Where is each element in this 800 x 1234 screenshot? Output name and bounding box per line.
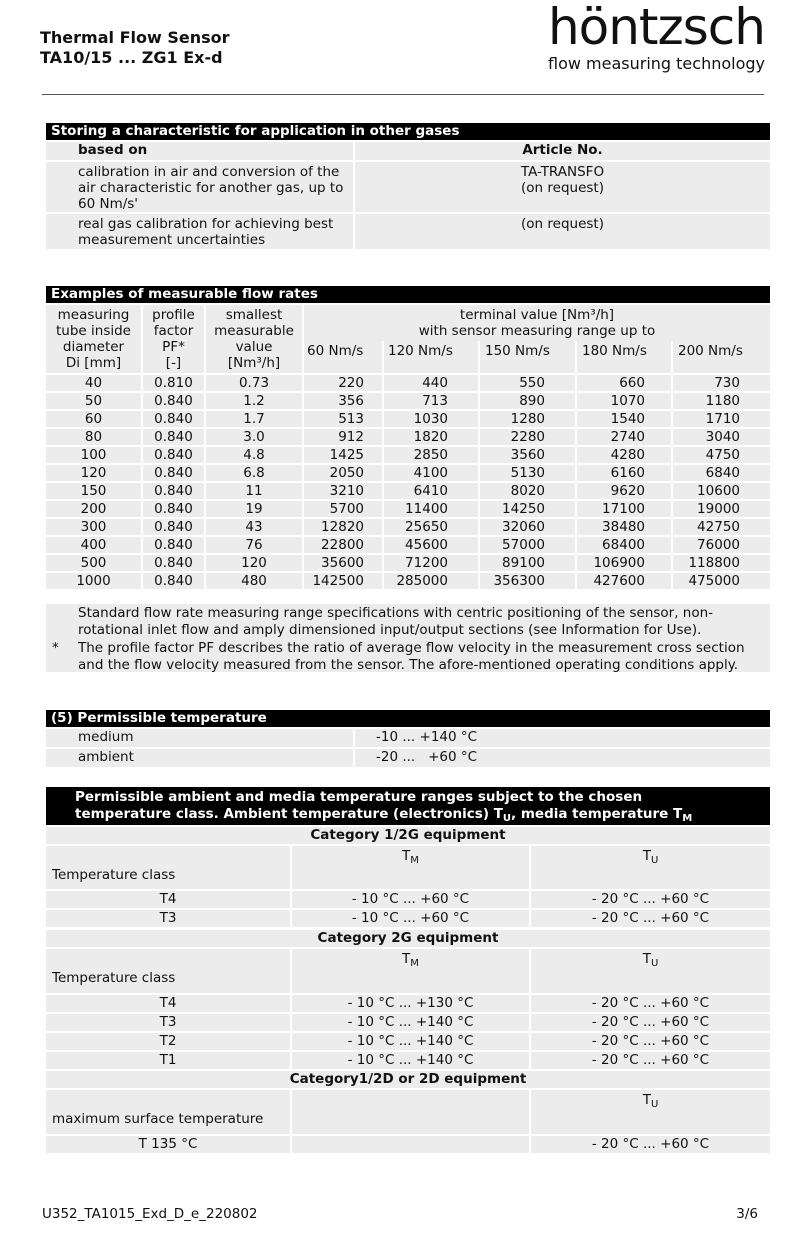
- flow-row: [46, 465, 770, 483]
- flow-cell-profile-factor: 0.840: [143, 501, 206, 519]
- terminal-header-line-1: terminal value [Nm³/h]: [459, 307, 615, 323]
- flow-cell-terminal-150: 14250: [480, 501, 577, 519]
- flow-cell-terminal-200: 475000: [673, 573, 770, 591]
- flow-row: [46, 393, 770, 411]
- flow-cell-terminal-150: 8020: [480, 483, 577, 501]
- footer-page-number: 3/6: [736, 1206, 758, 1222]
- flow-cell-terminal-60: 35600: [304, 555, 384, 573]
- tu-range-cell: - 20 °C ... +60 °C: [531, 995, 770, 1012]
- flow-cell-profile-factor: 0.840: [143, 573, 206, 591]
- flow-cell-terminal-60: 12820: [304, 519, 384, 537]
- storing-col-article: Article No.: [355, 142, 770, 160]
- flow-row: [46, 447, 770, 465]
- flow-range-200: 200 Nm/s: [673, 341, 770, 373]
- permissible-section-title: (5) Permissible temperature: [46, 710, 770, 727]
- flow-cell-terminal-60: 912: [304, 429, 384, 447]
- tm-range-cell: - 10 °C ... +130 °C: [292, 995, 529, 1012]
- flow-cell-terminal-60: 1425: [304, 447, 384, 465]
- flow-cell-terminal-120: 440: [384, 375, 480, 393]
- smallest-header-line: smallest: [225, 307, 283, 323]
- flow-cell-terminal-60: 513: [304, 411, 384, 429]
- terminal-header-line-2: with sensor measuring range up to: [418, 323, 656, 339]
- title-line-1: Thermal Flow Sensor: [40, 28, 230, 47]
- flow-row: [46, 537, 770, 555]
- t-symbol: T: [642, 848, 651, 864]
- sub-u: U: [650, 855, 659, 866]
- flow-cell-smallest-value: 0.73: [206, 375, 304, 393]
- flow-row: [46, 555, 770, 573]
- flow-cell-terminal-60: 3210: [304, 483, 384, 501]
- flow-cell-terminal-120: 25650: [384, 519, 480, 537]
- temp-class-cell: T3: [46, 1014, 290, 1031]
- sub-m: M: [682, 812, 693, 824]
- flow-range-60: 60 Nm/s: [304, 341, 382, 373]
- title-line-2: TA10/15 ... ZG1 Ex-d: [40, 48, 223, 67]
- cat3-tu-header: [531, 1090, 770, 1134]
- flow-row: [46, 501, 770, 519]
- flow-header-terminal: [304, 305, 770, 341]
- note-profile-text: The profile factor PF describes the ratio of average flow velocity in the measurement cross section and the flow velocity measured from the sensor. The afore-mentioned operating conditions apply.: [78, 640, 745, 673]
- flow-cell-terminal-120: 1820: [384, 429, 480, 447]
- flow-cell-terminal-180: 1070: [577, 393, 673, 411]
- flow-cell-terminal-180: 427600: [577, 573, 673, 591]
- flow-cell-terminal-150: 1280: [480, 411, 577, 429]
- sub-m: M: [410, 855, 419, 866]
- diameter-header-line: tube inside: [56, 323, 131, 339]
- flow-cell-profile-factor: 0.840: [143, 519, 206, 537]
- tm-range-cell: [292, 1136, 529, 1153]
- flow-cell-terminal-60: 2050: [304, 465, 384, 483]
- flow-cell-terminal-120: 11400: [384, 501, 480, 519]
- sub-u: U: [502, 812, 512, 824]
- flow-cell-profile-factor: 0.840: [143, 447, 206, 465]
- storing-row-2-based-on: real gas calibration for achieving best measurement uncertainties: [46, 214, 353, 249]
- temp-title-line-2: [75, 806, 770, 828]
- flow-cell-terminal-200: 76000: [673, 537, 770, 555]
- flow-cell-diameter: 60: [46, 411, 143, 429]
- header-divider: [42, 94, 764, 95]
- flow-range-150: 150 Nm/s: [480, 341, 575, 373]
- flow-cell-terminal-150: 57000: [480, 537, 577, 555]
- document-title: [40, 28, 230, 68]
- permissible-ambient-value: -20 ... +60 °C: [355, 749, 770, 767]
- flow-cell-terminal-200: 4750: [673, 447, 770, 465]
- tu-range-cell: - 20 °C ... +60 °C: [531, 1136, 770, 1153]
- t-symbol: T: [642, 951, 651, 967]
- footer-doc-id: U352_TA1015_Exd_D_e_220802: [42, 1206, 258, 1222]
- sub-u: U: [650, 1099, 659, 1110]
- flow-cell-smallest-value: 43: [206, 519, 304, 537]
- flow-cell-terminal-150: 89100: [480, 555, 577, 573]
- t-symbol: T: [402, 848, 411, 864]
- cat3-max-surface-label: maximum surface temperature: [46, 1090, 290, 1134]
- sub-m: M: [410, 958, 419, 969]
- flow-cell-terminal-180: 106900: [577, 555, 673, 573]
- temp-title-text-b: , media temperature T: [511, 805, 683, 822]
- storing-row-1-article-line-1: TA-TRANSFO: [520, 164, 605, 180]
- storing-col-based-on: based on: [46, 142, 353, 160]
- cat1-temperature-class-label: Temperature class: [46, 846, 290, 889]
- flow-cell-terminal-180: 17100: [577, 501, 673, 519]
- flow-cell-diameter: 400: [46, 537, 143, 555]
- company-logo: [548, 2, 765, 74]
- flow-cell-terminal-180: 6160: [577, 465, 673, 483]
- permissible-medium-value: -10 ... +140 °C: [355, 729, 770, 747]
- flow-row: [46, 519, 770, 537]
- flow-cell-terminal-180: 1540: [577, 411, 673, 429]
- flow-cell-terminal-150: 5130: [480, 465, 577, 483]
- flow-header-smallest: [206, 305, 302, 373]
- tu-range-cell: - 20 °C ... +60 °C: [531, 1014, 770, 1031]
- flow-cell-terminal-180: 4280: [577, 447, 673, 465]
- smallest-header-line: [Nm³/h]: [227, 355, 281, 371]
- flow-cell-terminal-60: 5700: [304, 501, 384, 519]
- flow-range-120: 120 Nm/s: [384, 341, 478, 373]
- flow-row: [46, 573, 770, 591]
- flow-cell-diameter: 150: [46, 483, 143, 501]
- t-symbol: T: [642, 1092, 651, 1108]
- flow-cell-terminal-200: 118800: [673, 555, 770, 573]
- profile-header-line: profile: [152, 307, 195, 323]
- tm-range-cell: - 10 °C ... +60 °C: [292, 910, 529, 927]
- cat3-empty-header: [292, 1090, 529, 1134]
- flow-cell-terminal-180: 9620: [577, 483, 673, 501]
- flow-cell-terminal-150: 2280: [480, 429, 577, 447]
- flow-cell-smallest-value: 480: [206, 573, 304, 591]
- flow-cell-profile-factor: 0.840: [143, 537, 206, 555]
- flow-cell-smallest-value: 76: [206, 537, 304, 555]
- flow-cell-profile-factor: 0.810: [143, 375, 206, 393]
- tm-range-cell: - 10 °C ... +140 °C: [292, 1052, 529, 1069]
- flow-cell-terminal-120: 285000: [384, 573, 480, 591]
- flow-cell-profile-factor: 0.840: [143, 429, 206, 447]
- tm-range-cell: - 10 °C ... +140 °C: [292, 1014, 529, 1031]
- smallest-header-line: value: [235, 339, 273, 355]
- category-2d-title: Category1/2D or 2D equipment: [46, 1071, 770, 1088]
- permissible-ambient-label: ambient: [46, 749, 353, 767]
- diameter-header-line: diameter: [62, 339, 125, 355]
- flow-cell-terminal-60: 22800: [304, 537, 384, 555]
- flow-cell-terminal-60: 356: [304, 393, 384, 411]
- flow-cell-diameter: 40: [46, 375, 143, 393]
- flow-note-standard: Standard flow rate measuring range specifications with centric positioning of the sensor, non-rotational inlet flow and amply dimensioned input/output sections (see Information for Use).: [46, 604, 770, 640]
- flow-rates-table: [46, 375, 770, 591]
- flow-cell-terminal-150: 32060: [480, 519, 577, 537]
- temp-class-cell: T4: [46, 995, 290, 1012]
- flow-header-diameter: [46, 305, 141, 373]
- flow-cell-terminal-120: 71200: [384, 555, 480, 573]
- flow-cell-profile-factor: 0.840: [143, 483, 206, 501]
- flow-cell-terminal-180: 38480: [577, 519, 673, 537]
- flow-cell-diameter: 300: [46, 519, 143, 537]
- flow-cell-terminal-60: 142500: [304, 573, 384, 591]
- flow-note-profile-factor: [46, 640, 770, 672]
- flow-cell-terminal-180: 660: [577, 375, 673, 393]
- profile-header-line: factor: [153, 323, 194, 339]
- flow-cell-smallest-value: 1.2: [206, 393, 304, 411]
- flow-cell-terminal-120: 1030: [384, 411, 480, 429]
- flow-cell-terminal-150: 550: [480, 375, 577, 393]
- profile-header-line: [-]: [165, 355, 182, 371]
- flow-row: [46, 375, 770, 393]
- flow-cell-diameter: 50: [46, 393, 143, 411]
- cat2-temperature-class-label: Temperature class: [46, 949, 290, 993]
- temp-title-line-1: [75, 789, 770, 806]
- cat1-tu-header: [531, 846, 770, 889]
- tm-range-cell: - 10 °C ... +60 °C: [292, 891, 529, 908]
- diameter-header-line: measuring: [57, 307, 130, 323]
- flow-cell-terminal-150: 356300: [480, 573, 577, 591]
- diameter-header-line: Di [mm]: [65, 355, 122, 371]
- flow-cell-terminal-200: 1180: [673, 393, 770, 411]
- flow-row: [46, 429, 770, 447]
- logo-tagline: flow measuring technology: [548, 54, 765, 73]
- flow-cell-profile-factor: 0.840: [143, 465, 206, 483]
- note-asterisk: *: [52, 640, 59, 656]
- temp-class-cell: T3: [46, 910, 290, 927]
- tu-range-cell: - 20 °C ... +60 °C: [531, 1033, 770, 1050]
- profile-header-line: PF*: [162, 339, 185, 355]
- t-symbol: T: [402, 951, 411, 967]
- smallest-header-line: measurable: [214, 323, 294, 339]
- flow-cell-smallest-value: 4.8: [206, 447, 304, 465]
- flow-cell-smallest-value: 19: [206, 501, 304, 519]
- flow-row: [46, 411, 770, 429]
- temp-class-cell: T1: [46, 1052, 290, 1069]
- storing-row-1-article: [355, 162, 770, 212]
- category-1-2g-title: Category 1/2G equipment: [46, 827, 770, 844]
- flow-cell-terminal-200: 730: [673, 375, 770, 393]
- flow-cell-terminal-180: 2740: [577, 429, 673, 447]
- cat2-tm-header: [292, 949, 529, 993]
- flow-cell-terminal-150: 890: [480, 393, 577, 411]
- flow-header-profile: [143, 305, 204, 373]
- flow-cell-terminal-120: 45600: [384, 537, 480, 555]
- permissible-medium-label: medium: [46, 729, 353, 747]
- storing-section-title: Storing a characteristic for application in other gases: [46, 123, 770, 140]
- flow-cell-terminal-200: 10600: [673, 483, 770, 501]
- flow-cell-smallest-value: 1.7: [206, 411, 304, 429]
- flow-cell-smallest-value: 11: [206, 483, 304, 501]
- tu-range-cell: - 20 °C ... +60 °C: [531, 1052, 770, 1069]
- tu-range-cell: - 20 °C ... +60 °C: [531, 891, 770, 908]
- flow-cell-terminal-200: 6840: [673, 465, 770, 483]
- flow-cell-terminal-200: 42750: [673, 519, 770, 537]
- flow-cell-terminal-180: 68400: [577, 537, 673, 555]
- storing-row-1-based-on: calibration in air and conversion of the air characteristic for another gas, up to 60 Nm/s': [46, 162, 353, 212]
- flow-cell-diameter: 1000: [46, 573, 143, 591]
- flow-cell-terminal-120: 6410: [384, 483, 480, 501]
- cat2-tu-header: [531, 949, 770, 993]
- flow-cell-diameter: 120: [46, 465, 143, 483]
- temp-class-cell: T2: [46, 1033, 290, 1050]
- flow-cell-smallest-value: 3.0: [206, 429, 304, 447]
- flow-cell-terminal-120: 713: [384, 393, 480, 411]
- flow-cell-terminal-120: 2850: [384, 447, 480, 465]
- flow-cell-profile-factor: 0.840: [143, 393, 206, 411]
- flow-cell-terminal-200: 3040: [673, 429, 770, 447]
- flow-cell-diameter: 200: [46, 501, 143, 519]
- tu-range-cell: - 20 °C ... +60 °C: [531, 910, 770, 927]
- sub-u: U: [650, 958, 659, 969]
- category-2g-title: Category 2G equipment: [46, 930, 770, 947]
- flow-row: [46, 483, 770, 501]
- flow-cell-diameter: 100: [46, 447, 143, 465]
- temp-title-text-a: temperature class. Ambient temperature (electronics) T: [75, 805, 503, 822]
- temp-title-line-1-text: Permissible ambient and media temperature ranges subject to the chosen: [75, 789, 643, 805]
- cat1-tm-header: [292, 846, 529, 889]
- logo-wordmark: höntzsch: [547, 0, 765, 56]
- flow-cell-diameter: 500: [46, 555, 143, 573]
- flow-cell-smallest-value: 120: [206, 555, 304, 573]
- temp-class-cell: T 135 °C: [46, 1136, 290, 1153]
- flow-section-title: Examples of measurable flow rates: [46, 286, 770, 303]
- flow-cell-terminal-150: 3560: [480, 447, 577, 465]
- temp-class-cell: T4: [46, 891, 290, 908]
- flow-cell-profile-factor: 0.840: [143, 411, 206, 429]
- flow-cell-smallest-value: 6.8: [206, 465, 304, 483]
- flow-range-180: 180 Nm/s: [577, 341, 671, 373]
- flow-cell-diameter: 80: [46, 429, 143, 447]
- storing-row-2-article: (on request): [355, 214, 770, 249]
- tm-range-cell: - 10 °C ... +140 °C: [292, 1033, 529, 1050]
- flow-cell-profile-factor: 0.840: [143, 555, 206, 573]
- flow-cell-terminal-200: 19000: [673, 501, 770, 519]
- flow-cell-terminal-200: 1710: [673, 411, 770, 429]
- flow-cell-terminal-120: 4100: [384, 465, 480, 483]
- flow-cell-terminal-60: 220: [304, 375, 384, 393]
- temp-class-section-title: [46, 787, 770, 825]
- storing-row-1-article-line-2: (on request): [521, 180, 604, 196]
